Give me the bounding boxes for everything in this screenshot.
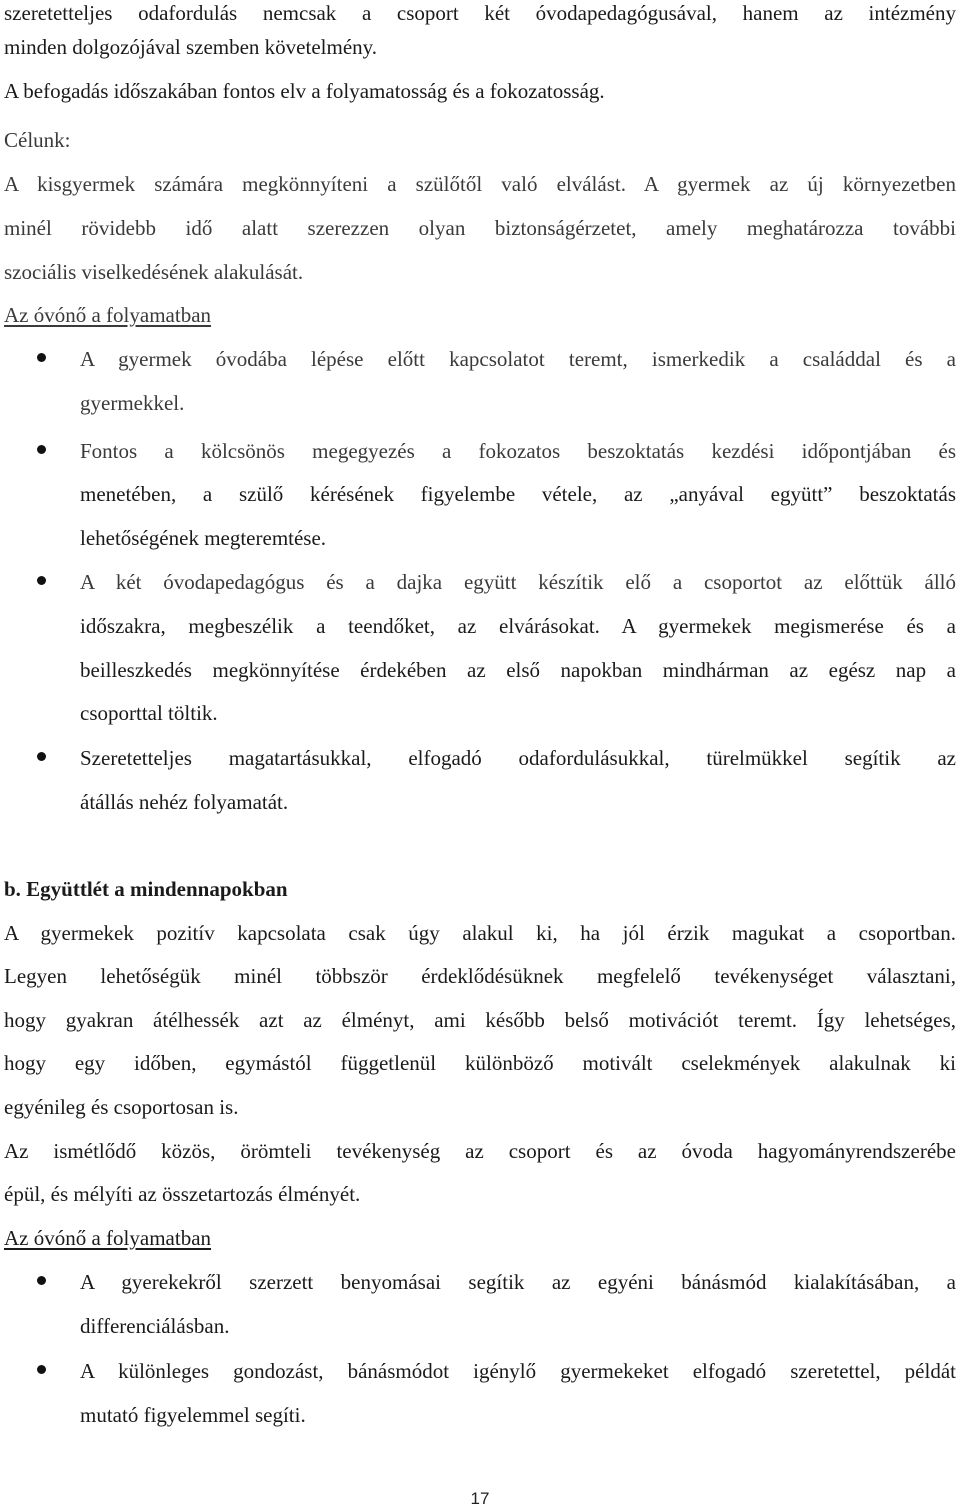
section-b-p1-line-2: Legyen lehetőségük minél többször érdeklődésüknek megfelelő tevékenységet választani, [4,964,956,988]
list-item-line: csoporttal töltik. [80,701,218,725]
intro-line-3: A befogadás időszakában fontos elv a folyamatosság és a fokozatosság. [4,79,605,103]
goal-heading: Célunk: [4,128,71,152]
list-item-line: A különleges gondozást, bánásmódot igénylő gyermekeket elfogadó szeretettel, példát [80,1359,956,1383]
bullet-icon [37,1365,46,1374]
section-b-p1-line-5: egyénileg és csoportosan is. [4,1095,239,1119]
list-item-line: gyermekkel. [80,391,185,415]
list-item-line: beilleszkedés megkönnyítése érdekében az első napokban mindhárman az egész nap a [80,658,956,682]
page-number: 17 [470,1489,490,1508]
list-item-line: időszakra, megbeszélik a teendőket, az elvárásokat. A gyermekek megismerése és a [80,614,956,638]
list-item-line: lehetőségének megteremtése. [80,526,327,550]
bullet-icon [37,576,46,585]
intro-line-1: szeretetteljes odafordulás nemcsak a csoport két óvodapedagógusával, hanem az intézmény [4,1,956,25]
section-b-p2-line-2: épül, és mélyíti az összetartozás élményét. [4,1182,361,1206]
list-item-line: mutató figyelemmel segíti. [80,1403,306,1427]
list-item-line: Szeretetteljes magatartásukkal, elfogadó odafordulásukkal, türelmükkel segítik az [80,746,956,770]
bullet-icon [37,752,46,761]
bullet-icon [37,353,46,362]
section-b-p1-line-3: hogy gyakran átélhessék azt az élményt, ami később belső motivációt teremt. Így lehetséges, [4,1008,956,1032]
list-item-line: A gyermek óvodába lépése előtt kapcsolatot teremt, ismerkedik a családdal és a [80,347,956,371]
goal-line-3: szociális viselkedésének alakulását. [4,260,304,284]
section-b-p1-line-1: A gyermekek pozitív kapcsolata csak úgy alakul ki, ha jól érzik magukat a csoportban. [4,921,956,945]
list-item-line: menetében, a szülő kérésének figyelembe vétele, az „anyával együtt” beszoktatás [80,482,956,506]
list-item-line: A két óvodapedagógus és a dajka együtt készítik elő a csoportot az előttük álló [80,570,956,594]
bullet-icon [37,445,46,454]
list-item-line: differenciálásban. [80,1314,230,1338]
list-item-line: Fontos a kölcsönös megegyezés a fokozatos beszoktatás kezdési időpontjában és [80,439,956,463]
list-item-line: átállás nehéz folyamatát. [80,790,289,814]
intro-line-2: minden dolgozójával szemben követelmény. [4,35,378,59]
goal-line-1: A kisgyermek számára megkönnyíteni a szülőtől való elválást. A gyermek az új környezetben [4,172,956,196]
list-item-line: A gyerekekről szerzett benyomásai segítik az egyéni bánásmód kialakításában, a [80,1270,956,1294]
bullet-icon [37,1276,46,1285]
section-b-heading: b. Együttlét a mindennapokban [4,877,288,901]
teacher-heading-2: Az óvónő a folyamatban [4,1226,212,1250]
section-b-p1-line-4: hogy egy időben, egymástól függetlenül különböző motivált cselekmények alakulnak ki [4,1051,956,1075]
section-b-p2-line-1: Az ismétlődő közös, örömteli tevékenység az csoport és az óvoda hagyományrendszerébe [4,1139,956,1163]
goal-line-2: minél rövidebb idő alatt szerezzen olyan biztonságérzetet, amely meghatározza további [4,216,956,240]
teacher-heading-1: Az óvónő a folyamatban [4,303,212,327]
